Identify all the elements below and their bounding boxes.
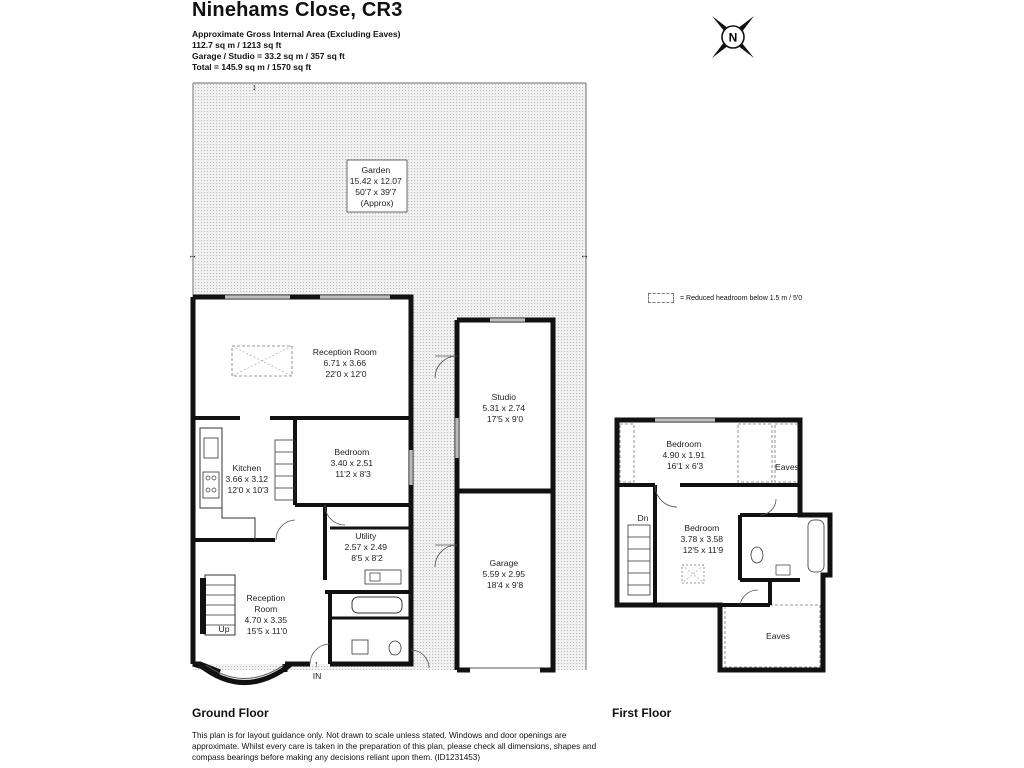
stairs-up-label: Up xyxy=(218,624,230,634)
room-name: Garage xyxy=(489,558,519,568)
room-name: Kitchen xyxy=(232,463,262,473)
svg-text:Bedroom 3.78 x 3.58 12 xyxy=(681,523,726,555)
eaves-label: Eaves xyxy=(775,462,799,472)
room-imperial: 18'4 x 9'8 xyxy=(486,580,524,590)
area-line: 112.7 sq m / 1213 sq ft xyxy=(192,40,282,50)
room-name: Room xyxy=(254,604,278,614)
compass-label: N xyxy=(728,30,738,45)
svg-text:Bedroom 4.90 x 1.91 16 xyxy=(663,439,708,471)
room-name: Bedroom xyxy=(684,523,720,533)
entrance-arrow: ↑ xyxy=(314,659,319,669)
room-imperial: 8'5 x 8'2 xyxy=(351,553,383,563)
dimension-arrow: ↔ xyxy=(580,250,589,260)
room-imperial: 22'0 x 12'0 xyxy=(325,369,367,379)
room-name: Studio xyxy=(491,392,516,402)
room-name: Reception Room xyxy=(312,347,377,357)
room-metric: 2.57 x 2.49 xyxy=(344,542,388,552)
area-line: Total = 145.9 sq m / 1570 sq ft xyxy=(192,62,312,72)
ground-floor-label: Ground Floor xyxy=(192,706,269,720)
legend-text: = Reduced headroom below 1.5 m / 5'0 xyxy=(680,294,803,302)
room-metric: 4.70 x 3.35 xyxy=(244,615,288,625)
room-name: Reception xyxy=(246,593,286,603)
entrance-label: IN xyxy=(312,671,322,681)
room-imperial: 12'0 x 10'3 xyxy=(227,485,269,495)
room-metric: 6.71 x 3.66 xyxy=(323,358,367,368)
room-name: Bedroom xyxy=(666,439,702,449)
area-line: Garage / Studio = 33.2 sq m / 357 sq ft xyxy=(192,51,345,61)
garden-imperial: 50'7 x 39'7 xyxy=(355,187,397,197)
garden-metric: 15.42 x 12.07 xyxy=(349,176,402,186)
garden-approx: (Approx) xyxy=(360,198,394,208)
room-metric: 3.78 x 3.58 xyxy=(680,534,724,544)
room-imperial: 11'2 x 8'3 xyxy=(335,469,371,479)
first-floor-label: First Floor xyxy=(612,706,672,720)
room-metric: 3.40 x 2.51 xyxy=(330,458,374,468)
first-floor xyxy=(617,420,830,670)
room-name: Bedroom xyxy=(334,447,370,457)
room-imperial: 17'5 x 9'0 xyxy=(486,414,524,424)
room-metric: 5.31 x 2.74 xyxy=(482,403,526,413)
room-name: Utility xyxy=(355,531,377,541)
eaves-label: Eaves xyxy=(766,631,790,641)
area-line: Approximate Gross Internal Area (Excluding Eaves) xyxy=(192,29,401,39)
garden-name: Garden xyxy=(361,165,391,175)
room-imperial: 16'1 x 6'3 xyxy=(666,461,704,471)
room-imperial: 15'5 x 11'0 xyxy=(246,626,288,636)
svg-text:Bedroom 3.40 x 2.51 11 xyxy=(331,447,376,479)
stairs-down-label: Dn xyxy=(637,513,649,523)
room-imperial: 12'5 x 11'9 xyxy=(682,545,724,555)
plan-title: Ninehams Close, CR3 xyxy=(192,0,403,21)
dimension-arrow: ↔ xyxy=(188,250,197,260)
room-metric: 3.66 x 3.12 xyxy=(225,474,269,484)
dimension-arrow: ↕ xyxy=(252,82,257,92)
disclaimer: This plan is for layout guidance only. Not drawn to scale unless stated. Windows and door openings are approximate. Whilst every care is taken in the preparation of this plan, please check all dimensions, shapes and compass bearings before making any decisions reliant upon them. (ID1231453) xyxy=(192,731,597,762)
room-metric: 5.59 x 2.95 xyxy=(482,569,526,579)
room-metric: 4.90 x 1.91 xyxy=(662,450,706,460)
svg-text:Reception Room 4.70 x xyxy=(245,593,290,636)
